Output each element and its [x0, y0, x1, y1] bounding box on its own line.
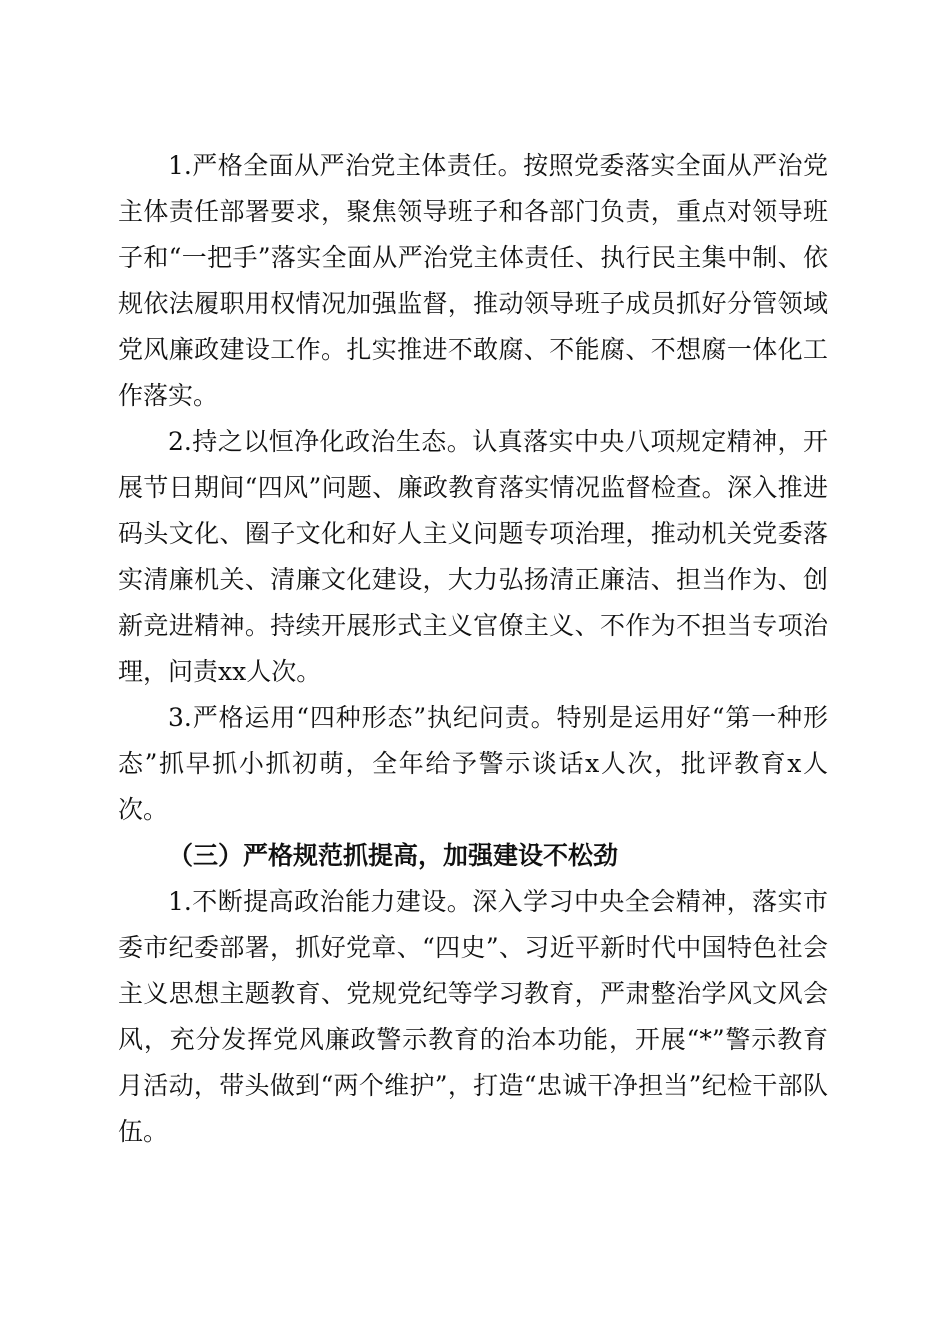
paragraph-1: 1.严格全面从严治党主体责任。按照党委落实全面从严治党主体责任部署要求，聚焦领导班子和各部门负责，重点对领导班子和“一把手”落实全面从严治党主体责任、执行民主集中制、依规依法履职用权情况加强监督，推动领导班子成员抓好分管领域党风廉政建设工作。扎实推进不敢腐、不能腐、不想腐一体化工作落实。 [118, 151, 828, 410]
paragraph-4: 1.不断提高政治能力建设。深入学习中央全会精神，落实市委市纪委部署，抓好党章、“四史”、习近平新时代中国特色社会主义思想主题教育、党规党纪等学习教育，严肃整治学风文风会风，充分发挥党风廉政警示教育的治本功能，开展“*”警示教育月活动，带头做到“两个维护”，打造“忠诚干净担当”纪检干部队伍。 [118, 887, 828, 1146]
paragraph-2: 2.持之以恒净化政治生态。认真落实中央八项规定精神，开展节日期间“四风”问题、廉政教育落实情况监督检查。深入推进码头文化、圈子文化和好人主义问题专项治理，推动机关党委落实清廉机关、清廉文化建设，大力弘扬清正廉洁、担当作为、创新竞进精神。持续开展形式主义官僚主义、不作为不担当专项治理，问责xx人次。 [118, 427, 828, 686]
document-body [118, 143, 828, 1155]
section-heading: （三）严格规范抓提高，加强建设不松劲 [168, 841, 619, 870]
paragraph-3: 3.严格运用“四种形态”执纪问责。特别是运用好“第一种形态”抓早抓小抓初萌，全年给予警示谈话x人次，批评教育x人次。 [118, 703, 828, 824]
